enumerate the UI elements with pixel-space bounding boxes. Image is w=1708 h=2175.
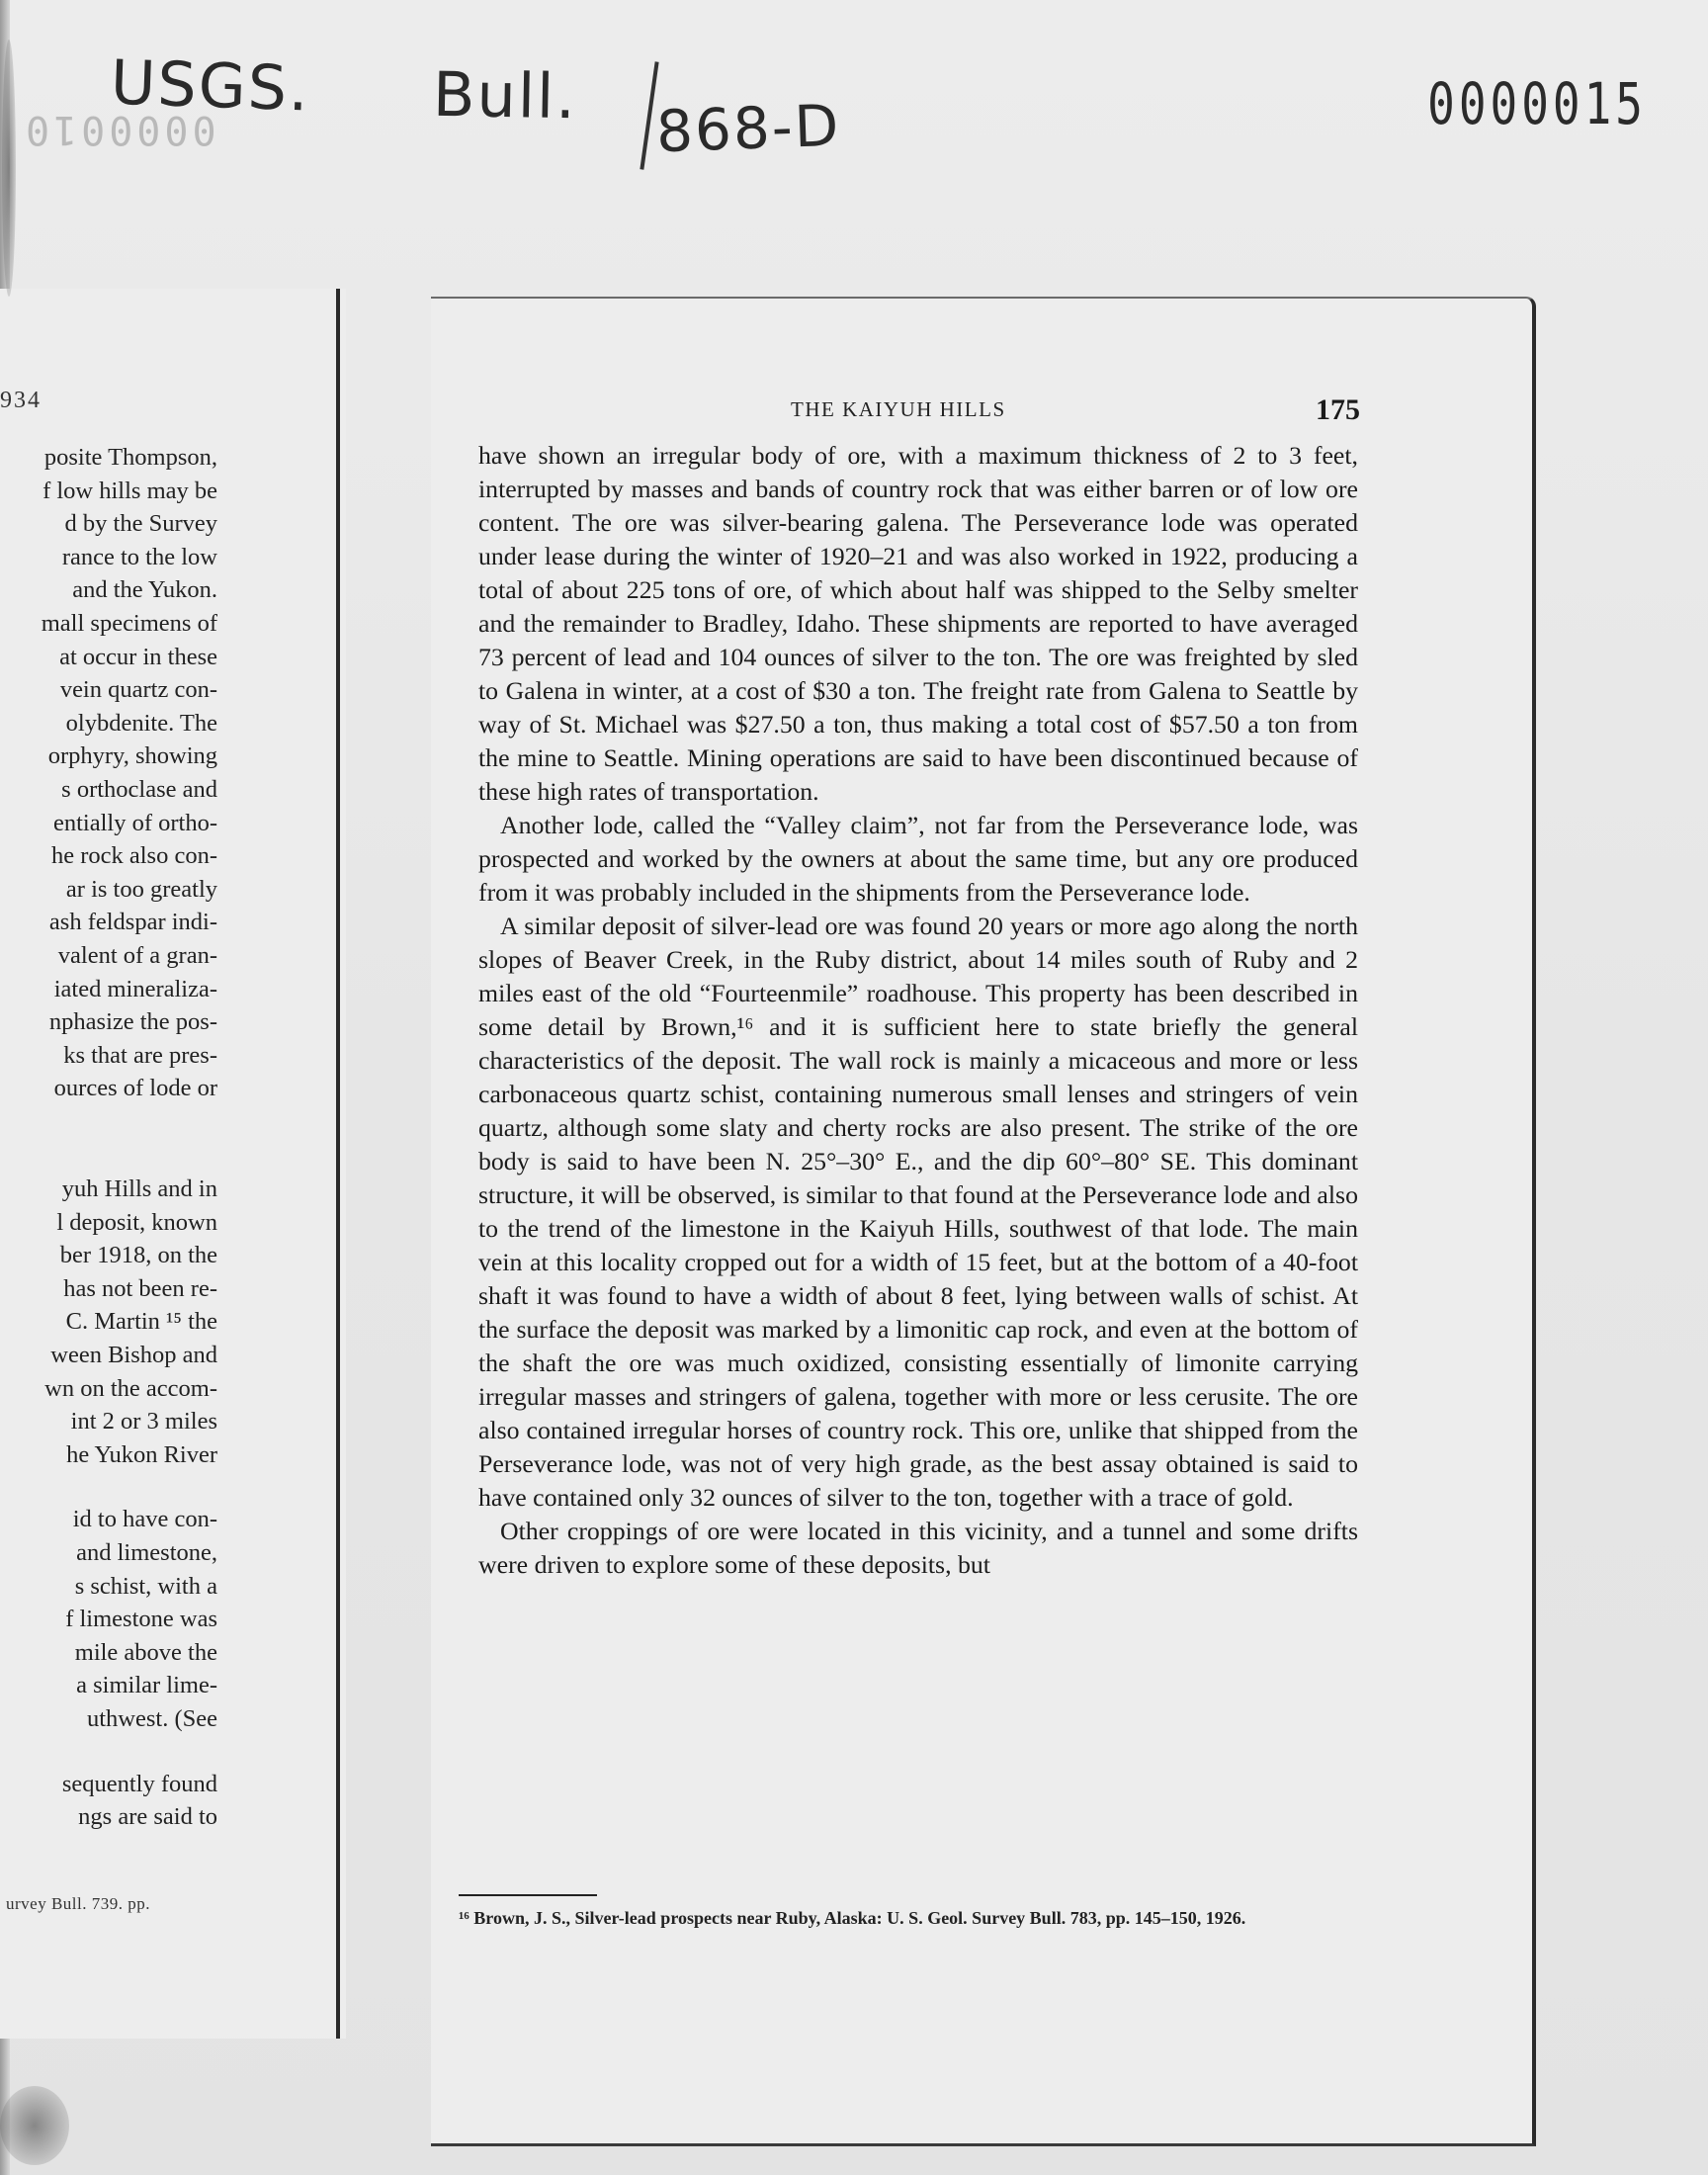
left-page-line: yuh Hills and in (61, 1175, 217, 1202)
left-page-line: nphasize the pos- (48, 1008, 217, 1036)
handwritten-bulletin-number: 868-D (654, 91, 842, 166)
left-page-line: at occur in these (59, 643, 217, 670)
paragraph: Another lode, called the “Valley claim”, not far from the Perseverance lode, was prospected and worked by the owners at about the same time, but any ore produced from it was probably included in the shipments from the Perseverance lode. (478, 811, 1358, 907)
left-page-line: ks that are pres- (63, 1041, 217, 1069)
left-page-line: l deposit, known (56, 1208, 217, 1236)
left-page-line: a similar lime- (76, 1672, 217, 1699)
left-page-line: d by the Survey (64, 510, 217, 538)
left-page-line: ar is too greatly (65, 875, 217, 903)
left-page-line: orphyry, showing (47, 742, 217, 770)
handwritten-bull: Bull. (432, 57, 578, 133)
ghost-stamp-number: 0000010 (22, 107, 216, 152)
paragraph: have shown an irregular body of ore, with a maximum thickness of 2 to 3 feet, interrupted by masses and bands of country rock that was either barren or of low ore content. The ore was silver-bearing galena. The Perseverance lode was operated under lease during the winter of 1920–21 and was also worked in 1922, producing a total of about 225 tons of ore, of which about half was shipped to the Selby smelter and the remainder to Bradley, Idaho. These shipments are reported to have averaged 73 percent of lead and 104 ounces of silver to the ton. The ore was freighted by sled to Galena in winter, at a cost of $30 a ton. The freight rate from Galena to Seattle by way of St. Michael was $27.50 a ton, thus making a total cost of $57.50 a ton from the mine to Seattle. Mining operations are said to have been discontinued because of these high rates of transportation. (478, 441, 1358, 806)
footnote-rule (459, 1894, 597, 1896)
left-page-line: entially of ortho- (52, 809, 217, 836)
left-page-line: sequently found (61, 1770, 217, 1797)
left-page-line: int 2 or 3 miles (70, 1408, 217, 1436)
left-page-line: and the Yukon. (72, 576, 217, 604)
left-page-line: ngs are said to (78, 1803, 217, 1831)
left-page-footnote: urvey Bull. 739. pp. (6, 1894, 150, 1913)
left-page-line: mall specimens of (41, 610, 217, 637)
left-page-line: he Yukon River (66, 1440, 217, 1468)
left-page-line: s orthoclase and (61, 776, 217, 803)
left-page-line: rance to the low (61, 543, 217, 570)
left-page-line: posite Thompson, (43, 444, 217, 471)
left-page-line: vein quartz con- (59, 676, 217, 704)
left-page-line: uthwest. (See (87, 1705, 217, 1732)
left-page-line: ash feldspar indi- (48, 909, 217, 936)
left-page-edge (336, 289, 340, 2039)
left-page-line: ween Bishop and (50, 1342, 217, 1368)
left-page-line: valent of a gran- (57, 942, 217, 969)
scan-smudge (2, 40, 16, 297)
left-page-number: 934 (0, 388, 42, 413)
stamp-number: 0000015 (1427, 70, 1647, 137)
handwritten-usgs: USGS. (109, 45, 312, 126)
left-page-line: ber 1918, on the (59, 1242, 217, 1269)
left-page-line: id to have con- (72, 1506, 217, 1533)
left-page-line: f limestone was (65, 1606, 217, 1633)
left-page-line: mile above the (74, 1638, 217, 1666)
left-page-line: iated mineraliza- (53, 975, 217, 1002)
left-page-line: s schist, with a (74, 1572, 217, 1600)
scan-smudge (0, 2086, 69, 2165)
running-head: THE KAIYUH HILLS (791, 397, 1006, 421)
left-page-line: C. Martin ¹⁵ the (65, 1308, 217, 1336)
left-page-line: wn on the accom- (44, 1374, 217, 1402)
page-number: 175 (1316, 393, 1360, 426)
left-page-line: he rock also con- (50, 842, 217, 870)
left-page-line: and limestone, (76, 1539, 217, 1566)
left-page-line: has not been re- (63, 1274, 217, 1302)
left-page-line: olybdenite. The (65, 709, 217, 737)
paragraph: Other croppings of ore were located in this vicinity, and a tunnel and some drifts were driven to explore some of these deposits, but (478, 1517, 1358, 1579)
body-text (478, 439, 1358, 1582)
footnote: ¹⁶ Brown, J. S., Silver-lead prospects near Ruby, Alaska: U. S. Geol. Survey Bull. 783, pp. 145–150, 1926. (459, 1908, 1246, 1928)
left-page-line: ources of lode or (53, 1075, 217, 1102)
left-page-line: f low hills may be (43, 477, 217, 504)
paragraph: A similar deposit of silver-lead ore was found 20 years or more ago along the north slopes of Beaver Creek, in the Ruby district, about 14 miles south of Ruby and 2 miles east of the old “Fourteenmile” roadhouse. This property has been described in some detail by Brown,¹⁶ and it is sufficient here to state briefly the general characteristics of the deposit. The wall rock is mainly a micaceous and more or less carbonaceous quartz schist, containing numerous small lenses and stringers of vein quartz, although some slaty and cherty rocks are also present. The strike of the ore body is said to have been N. 25°–30° E., and the dip 60°–80° SE. This dominant structure, it will be observed, is similar to that found at the Perseverance lode and also to the trend of the limestone in the Kaiyuh Hills, southwest of that lode. The main vein at this locality cropped out for a width of 15 feet, but at the bottom of a 40-foot shaft it was found to have a width of about 8 feet, lying between walls of schist. At the surface the deposit was marked by a limonitic cap rock, and even at the bottom of the shaft the ore was much oxidized, consisting essentially of limonite carrying irregular masses and stringers of galena, together with more or less cerusite. The ore also contained irregular horses of country rock. This ore, unlike that shipped from the Perseverance lode, was not of very high grade, as the best assay obtained is said to have contained only 32 ounces of silver to the ton, together with a trace of gold. (478, 912, 1358, 1512)
